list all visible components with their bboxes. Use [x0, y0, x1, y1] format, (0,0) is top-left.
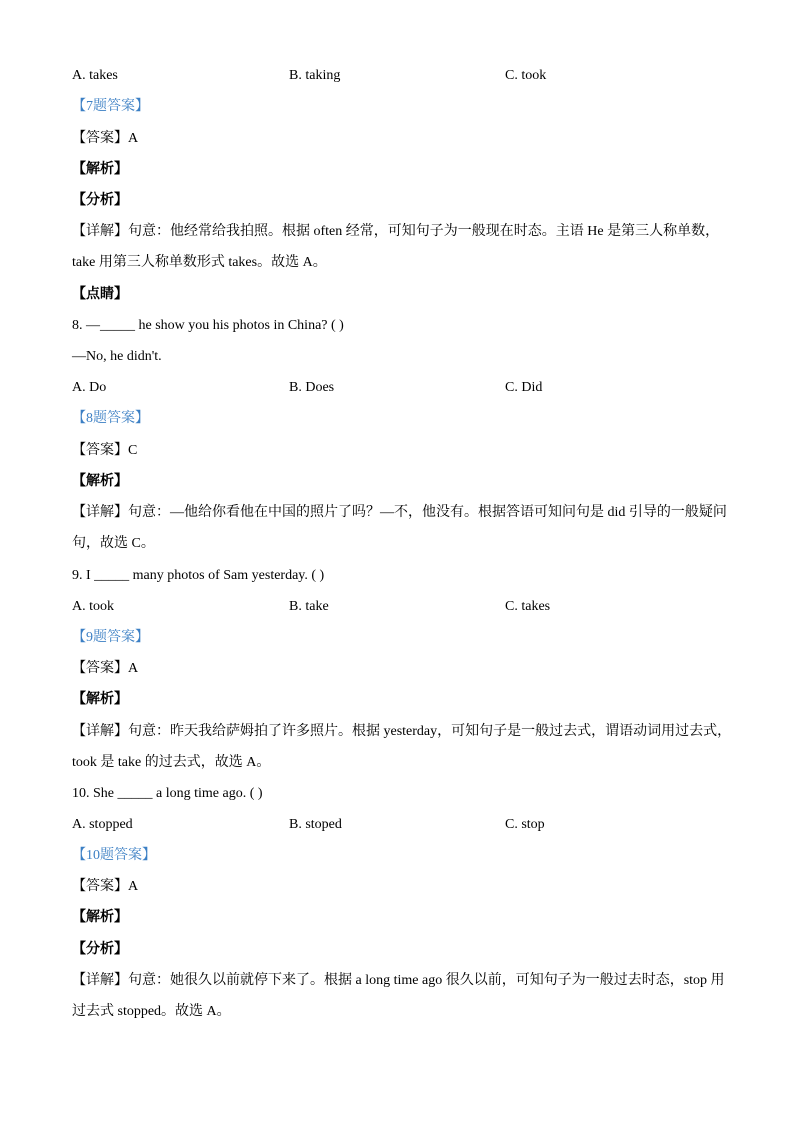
- q6-option-b: B. taking: [289, 68, 341, 83]
- q6-option-c: C. took: [505, 68, 547, 83]
- q8-question: 8. —_____ he show you his photos in China? ( ): [72, 318, 344, 333]
- q10-question: 10. She _____ a long time ago. ( ): [72, 786, 263, 801]
- q10-fenxi-label: 【分析】: [72, 942, 128, 957]
- q9-detail-line-2: took 是 take 的过去式，故选 A。: [72, 755, 271, 770]
- q10-option-b: B. stoped: [289, 817, 342, 832]
- q9-answer: 【答案】A: [72, 661, 139, 676]
- q8-answer: 【答案】C: [72, 443, 138, 458]
- q7-fenxi-label: 【分析】: [72, 193, 128, 208]
- q9-option-a: A. took: [72, 599, 114, 614]
- q7-jiexi-label: 【解析】: [72, 162, 128, 177]
- q9-question: 9. I _____ many photos of Sam yesterday. ( ): [72, 568, 325, 583]
- q9-answer-header: 【9题答案】: [72, 630, 149, 645]
- q8-detail-line-1: 【详解】句意：—他给你看他在中国的照片了吗？—不，他没有。根据答语可知问句是 did 引导的一般疑问: [72, 505, 727, 520]
- q10-option-a: A. stopped: [72, 817, 133, 832]
- q8-reply: —No, he didn't.: [72, 349, 162, 364]
- q10-answer-header: 【10题答案】: [72, 848, 156, 863]
- q8-detail-line-2: 句，故选 C。: [72, 536, 155, 551]
- q7-detail-line-1: 【详解】句意：他经常给我拍照。根据 often 经常，可知句子为一般现在时态。主语 He 是第三人称单数，: [72, 224, 720, 239]
- q7-answer: 【答案】A: [72, 131, 139, 146]
- q8-option-b: B. Does: [289, 380, 335, 395]
- q8-option-c: C. Did: [505, 380, 543, 395]
- q9-jiexi-label: 【解析】: [72, 692, 128, 707]
- q10-option-c: C. stop: [505, 817, 545, 832]
- q10-answer: 【答案】A: [72, 879, 139, 894]
- q8-answer-header: 【8题答案】: [72, 411, 149, 426]
- q9-option-c: C. takes: [505, 599, 551, 614]
- q6-option-a: A. takes: [72, 68, 118, 83]
- q10-detail-line-1: 【详解】句意：她很久以前就停下来了。根据 a long time ago 很久以前，可知句子为一般过去时态，stop 用: [72, 973, 725, 988]
- q10-detail-line-2: 过去式 stopped。故选 A。: [72, 1004, 231, 1019]
- q7-detail-line-2: take 用第三人称单数形式 takes。故选 A。: [72, 255, 327, 270]
- q7-answer-header: 【7题答案】: [72, 99, 149, 114]
- q9-option-b: B. take: [289, 599, 329, 614]
- q8-option-a: A. Do: [72, 380, 107, 395]
- q10-jiexi-label: 【解析】: [72, 910, 128, 925]
- q7-dianjing-label: 【点睛】: [72, 287, 128, 302]
- q8-jiexi-label: 【解析】: [72, 474, 128, 489]
- q9-detail-line-1: 【详解】句意：昨天我给萨姆拍了许多照片。根据 yesterday，可知句子是一般过去式，谓语动词用过去式，: [72, 724, 732, 739]
